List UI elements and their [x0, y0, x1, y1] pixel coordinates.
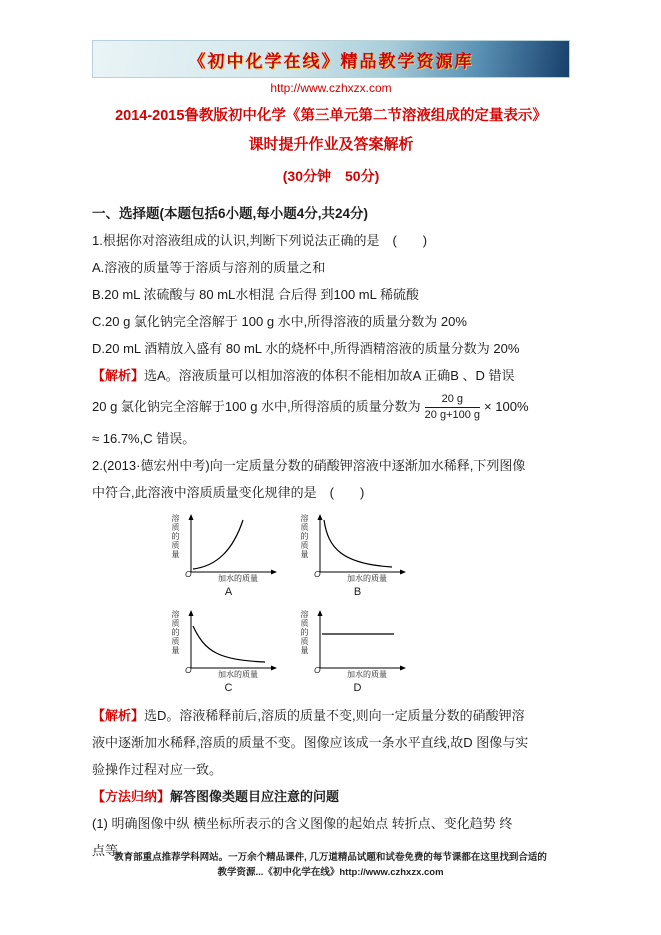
graph-d-plot: [312, 608, 412, 674]
graph-letter: B: [353, 586, 362, 598]
analysis-text: 选A。溶液质量可以相加溶液的体积不能相加故A 正确B 、D 错误: [144, 368, 515, 383]
question-2-stem-line1: 2.(2013·德宏州中考)向一定质量分数的硝酸钾溶液中逐渐加水稀释,下列图像: [92, 458, 526, 473]
question-1-option-b: B.20 mL 浓硫酸与 80 mL水相混 合后得 到100 mL 稀硫酸: [92, 287, 419, 302]
fraction-numerator: 20 g: [425, 393, 480, 408]
time-score: (30分钟 50分): [282, 168, 380, 184]
page-footer: [0, 850, 661, 880]
question-2-graphs: [170, 512, 570, 698]
question-2-analysis-line3: 验操作过程对应一致。: [92, 762, 223, 777]
method-point-1-line2: 点等。: [92, 843, 132, 858]
question-2-analysis-line2: 液中逐渐加水稀释,溶质的质量不变。图像应该成一条水平直线,故D 图像与实: [92, 735, 529, 750]
question-2-analysis: [92, 702, 570, 729]
analysis-label: 【解析】: [92, 708, 145, 723]
site-banner: [92, 40, 570, 78]
question-1-option-c: C.20 g 氯化钠完全溶解于 100 g 水中,所得溶液的质量分数为 20%: [92, 314, 467, 329]
graph-b-plot: [312, 512, 412, 578]
method-point-1-line1: (1) 明确图像中纵 横坐标所表示的含义图像的起始点 转折点、变化趋势 终: [92, 816, 513, 831]
page-title-line1: 2014-2015鲁教版初中化学《第三单元第二节溶液组成的定量表示》: [115, 108, 547, 124]
graph-y-axis-label: 溶质的质量: [300, 514, 309, 559]
method-label: 【方法归纳】: [92, 789, 171, 804]
graph-x-axis-label: 加水的质量: [218, 670, 258, 679]
section-title: 一、选择题(本题包括6小题,每小题4分,共24分): [92, 206, 369, 221]
mass-fraction-formula: [425, 393, 480, 422]
page-title-line2: 课时提升作业及答案解析: [248, 136, 414, 153]
graph-option-c: [170, 608, 287, 698]
fraction-denominator: 20 g+100 g: [424, 408, 481, 421]
graph-option-a: [170, 512, 287, 602]
graph-origin-label: O: [185, 569, 192, 579]
graph-option-b: [299, 512, 416, 602]
graph-y-axis-label: 溶质的质量: [171, 610, 180, 655]
question-1-stem: 1.根据你对溶液组成的认识,判断下列说法正确的是 ( ): [92, 233, 428, 248]
worksheet-content: [92, 40, 570, 864]
site-banner-url: http://www.czhxzx.com: [270, 81, 392, 95]
site-banner-title: 《初中化学在线》精品教学资源库: [188, 51, 474, 71]
graph-letter: D: [353, 682, 362, 694]
question-1-analysis-fraction-line: [92, 389, 570, 425]
graph-x-axis-label: 加水的质量: [347, 574, 387, 583]
question-2-stem-line2: 中符合,此溶液中溶质质量变化规律的是 ( ): [92, 485, 365, 500]
footer-line1: 教育部重点推荐学科网站。一万余个精品课件, 几万道精品试题和试卷免费的每节课都在这里找到合适的: [114, 852, 547, 863]
method-summary: [92, 783, 570, 810]
fraction-suffix-text: × 100%: [484, 399, 529, 414]
graph-x-axis-label: 加水的质量: [347, 670, 387, 679]
graph-y-axis-label: 溶质的质量: [300, 610, 309, 655]
analysis-label: 【解析】: [92, 368, 145, 383]
fraction-prefix-text: 20 g 氯化钠完全溶解于100 g 水中,所得溶质的质量分数为: [92, 399, 421, 414]
analysis-text: 选D。溶液稀释前后,溶质的质量不变,则向一定质量分数的硝酸钾溶: [144, 708, 525, 723]
graph-origin-label: O: [185, 665, 192, 675]
graph-letter: A: [224, 586, 233, 598]
method-title: 解答图像类题目应注意的问题: [170, 789, 340, 804]
question-1-analysis: [92, 362, 570, 389]
question-1-option-d: D.20 mL 酒精放入盛有 80 mL 水的烧杯中,所得酒精溶液的质量分数为 20%: [92, 341, 520, 356]
question-1-option-a: A.溶液的质量等于溶质与溶剂的质量之和: [92, 260, 326, 275]
graph-letter: C: [224, 682, 233, 694]
graph-origin-label: O: [314, 665, 321, 675]
graph-y-axis-label: 溶质的质量: [171, 514, 180, 559]
graph-origin-label: O: [314, 569, 321, 579]
graph-option-d: [299, 608, 416, 698]
footer-line2: 教学资源...《初中化学在线》http://www.czhxzx.com: [217, 867, 444, 878]
graph-c-plot: [183, 608, 283, 674]
graph-x-axis-label: 加水的质量: [218, 574, 258, 583]
question-1-analysis-result: ≈ 16.7%,C 错误。: [92, 431, 196, 446]
graph-a-plot: [183, 512, 283, 578]
